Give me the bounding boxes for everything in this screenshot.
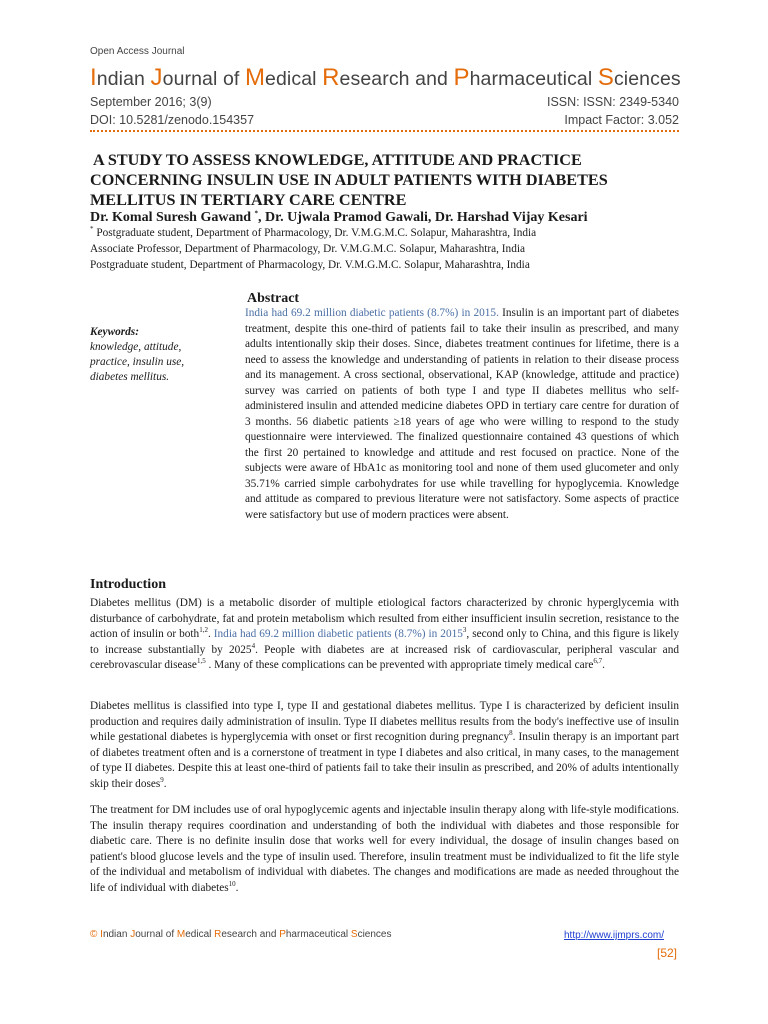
intro-paragraph-1 xyxy=(90,596,679,674)
affiliation-3: Postgraduate student, Department of Pharmacology, Dr. V.M.G.M.C. Solapur, Maharashtra, India xyxy=(90,259,530,271)
journal-word-initial: S xyxy=(597,64,614,91)
text-run: . xyxy=(235,881,239,894)
text-run: . Many of these complications can be prevented with appropriate timely medical care xyxy=(205,659,594,672)
affiliation-2: Associate Professor, Department of Pharmacology, Dr. V.M.G.M.C. Solapur, Maharashtra, India xyxy=(90,243,525,255)
keywords-block xyxy=(90,325,210,385)
journal-word-rest: ndian xyxy=(96,68,151,90)
text-run: The treatment for DM includes use of oral hypoglycemic agents and injectable insulin therapy along with life-style modifications. The insulin therapy requires coordination and understanding of both the individual with diabetes and those responsible for diabetic care. There is no definite insulin dose that works well for every individual, the dosage of insulin changes based on patient's blood glucose levels and the type of insulin used. Therefore, insulin treatment must be individualized to fit the life style of the individual and metabolism of individual with diabetes. The changes and modifications are made as needed throughout the life of individual with diabetes xyxy=(90,804,679,894)
copyright-symbol: © xyxy=(90,929,101,940)
issue-meta-row xyxy=(90,95,679,109)
citation: 1,5 xyxy=(196,657,206,666)
affiliation-1 xyxy=(90,227,536,239)
text-run: . Insulin therapy is an important part of diabetes treatment often and is a cornerstone of treatment in type I diabetes and also critical, in many cases, to the management of type II diabetes. Despite this at least one-third of patients fail to take their insulin as prescribed, and 20% of adults intentionally skip their doses xyxy=(90,731,679,790)
authors xyxy=(90,210,588,226)
abstract-body xyxy=(245,306,679,523)
citation: 9 xyxy=(160,776,164,785)
journal-title xyxy=(90,64,681,92)
text-run: . People with diabetes are at increased risk of cardiovascular, peripheral vascular and cerebrovascular disease xyxy=(90,643,679,672)
journal-word-rest: edical xyxy=(185,929,215,940)
doi: DOI: 10.5281/zenodo.154357 xyxy=(90,113,255,127)
citation: 8 xyxy=(509,729,513,738)
journal-word-rest: edical xyxy=(265,68,323,90)
issue-date: September 2016; 3(9) xyxy=(90,95,212,109)
journal-word-initial: I xyxy=(100,929,103,940)
abstract-text: Insulin is an important part of diabetes treatment, despite this one-third of patients fail to take their insulin as prescribed, and many adults intentionally skip their doses. Since, diabetes treatment continues for lifetime, there is a need to assess the knowledge and understanding of patients in relation to their disease process and its management. A cross sectional, observational, KAP (knowledge, attitude and practice) survey was carried on patients of both type I and type II diabetes mellitus who self-administered insulin and attended medicine diabetes OPD in tertiary care centre for duration of 3 months. 56 diabetic patients ≥18 years of age who were willing to respond to the study questionnaire were interviewed. The finalized questionnaire contained 43 questions of which the first 20 pertained to knowledge and attitude and rest focused on practice. None of the subjects were aware of HbA1c as monitoring tool and none of them used glucometer and only 35.71% carried simple carbohydrates for use while travelling for hypoglycemia. Knowledge and attitude as compared to previous literature were not satisfactory. Some aspects of practice were satisfactory but use of modern practices were absent. xyxy=(245,307,679,521)
citation: 1,2 xyxy=(199,626,208,635)
introduction-heading: Introduction xyxy=(90,577,166,592)
text-run: Diabetes mellitus is classified into type I, type II and gestational diabetes mellitus. Type I is characterized by deficient insulin production and requires daily administration of insulin. Type II diabetes mellitus results from the body's ineffective use of insulin while gestational diabetes is hyperglycemia with onset or first recognition during pregnancy xyxy=(90,700,679,744)
affiliation-mark: * xyxy=(90,225,94,234)
affiliation-text: Postgraduate student, Department of Pharmacology, Dr. V.M.G.M.C. Solapur, Maharashtra, India xyxy=(93,227,537,239)
paper-title: A STUDY TO ASSESS KNOWLEDGE, ATTITUDE AND PRACTICE CONCERNING INSULIN USE IN ADULT PATIENTS WITH DIABETES MELLITUS IN TERTIARY CARE CENTRE xyxy=(90,151,608,209)
impact-factor: Impact Factor: 3.052 xyxy=(564,113,679,127)
text-run: . xyxy=(163,777,167,790)
abstract-lead: India had 69.2 million diabetic patients (8.7%) in 2015. xyxy=(245,307,499,319)
issn: ISSN: ISSN: 2349-5340 xyxy=(546,95,679,109)
text-run: , second only to China, and this figure is likely to increase substantially by 2025 xyxy=(90,628,679,656)
journal-word-rest: ndian xyxy=(102,929,131,940)
text-run: . xyxy=(207,628,214,641)
journal-word-rest: esearch and xyxy=(221,929,280,940)
journal-word-initial: J xyxy=(150,64,163,91)
open-access-label: Open Access Journal xyxy=(90,46,185,57)
journal-word-rest: ournal of xyxy=(162,68,245,90)
text-run: . xyxy=(602,659,605,672)
journal-word-initial: P xyxy=(453,64,470,91)
header-divider xyxy=(90,130,679,132)
journal-word-initial: S xyxy=(350,929,358,940)
journal-word-rest: harmaceutical xyxy=(469,68,598,90)
citation: 10 xyxy=(228,880,236,889)
abstract-heading: Abstract xyxy=(247,291,300,306)
keywords-list: knowledge, attitude, practice, insulin use, diabetes mellitus. xyxy=(90,341,185,383)
journal-word-rest: esearch and xyxy=(339,68,454,90)
intro-paragraph-2 xyxy=(90,699,679,793)
journal-word-rest: ciences xyxy=(613,68,681,90)
citation: 6,7 xyxy=(593,657,603,666)
keywords-title: Keywords: xyxy=(90,326,139,338)
journal-word-rest: harmaceutical xyxy=(285,929,351,940)
journal-word-initial: J xyxy=(130,929,136,940)
journal-word-initial: M xyxy=(176,929,186,940)
co-authors: , Dr. Ujwala Pramod Gawali, Dr. Harshad Vijay Kesari xyxy=(258,210,588,225)
journal-word-initial: R xyxy=(322,64,340,91)
intro-paragraph-3 xyxy=(90,803,679,897)
journal-word-rest: ournal of xyxy=(135,929,177,940)
text-run: Diabetes mellitus (DM) is a metabolic disorder of multiple etiological factors characterized by chronic hyperglycemia with disturbance of carbohydrate, fat and protein metabolism which resulted from either insufficient insulin secretion, resistance to the action of insulin or both xyxy=(90,597,679,641)
corresponding-mark: * xyxy=(254,209,259,218)
first-author: Dr. Komal Suresh Gawand xyxy=(90,210,255,225)
journal-word-initial: R xyxy=(214,929,222,940)
journal-word-initial: M xyxy=(244,64,266,91)
doi-meta-row xyxy=(90,113,679,127)
citation: 4 xyxy=(251,642,256,651)
journal-word-rest: ciences xyxy=(357,929,392,940)
citation: 3 xyxy=(462,626,467,635)
page-number: [52] xyxy=(657,946,678,960)
journal-word-initial: P xyxy=(279,929,286,940)
journal-word-initial: I xyxy=(90,64,97,91)
highlighted-text: India had 69.2 million diabetic patients (8.7%) in 2015 xyxy=(213,628,463,641)
footer-journal xyxy=(90,929,391,940)
journal-url-link[interactable]: http://www.ijmprs.com/ xyxy=(564,930,665,941)
